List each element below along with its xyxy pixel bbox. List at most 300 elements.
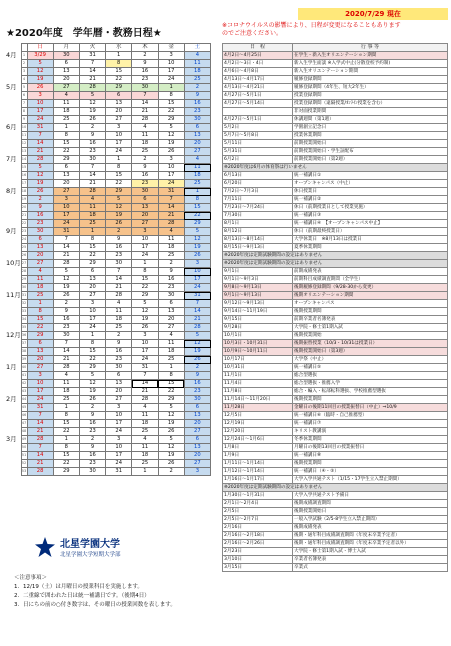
event-date: 5月2日 (223, 124, 293, 132)
event-row (223, 324, 448, 332)
month-label (6, 140, 21, 148)
event-date: 4月2日～4月25日 (223, 52, 293, 60)
calendar-day: 14 (27, 140, 53, 148)
event-row (223, 292, 448, 300)
event-description: 前期授業開始日（第2週） (293, 156, 448, 164)
calendar-day: 31 (79, 52, 105, 60)
event-description: 履修登録期間（4年生、短大2年生） (293, 84, 448, 92)
weekday-header: 火 (79, 44, 105, 52)
event-row (223, 252, 448, 260)
event-row (223, 260, 448, 268)
event-description: 統一補講日⑤ (293, 364, 448, 372)
calendar-day: 14 (106, 276, 132, 284)
calendar-day: 22 (79, 356, 105, 364)
calendar-day: 10 (132, 340, 158, 348)
event-date: 7月23日～7月24日 (223, 204, 293, 212)
weekday-header: 金 (158, 44, 184, 52)
calendar-day: 22 (53, 428, 79, 436)
calendar-day: 3 (184, 260, 210, 268)
event-row (223, 452, 448, 460)
week-number: 52 (21, 460, 27, 468)
calendar-day: 22 (158, 108, 184, 116)
university-logo (34, 532, 204, 562)
calendar-week-row (6, 140, 211, 148)
event-date: 1月11日～1月14日 (223, 460, 293, 468)
calendar-day: 13 (184, 132, 210, 140)
calendar-day: 3 (106, 436, 132, 444)
calendar-day: 6 (53, 60, 79, 68)
event-description: 前期科目成績調査期間（全学生） (293, 276, 448, 284)
calendar-week-row (6, 92, 211, 100)
calendar-day: 5 (27, 60, 53, 68)
calendar-day: 12 (106, 204, 132, 212)
month-label (6, 220, 21, 228)
calendar-day: 28 (132, 116, 158, 124)
event-description: 統一補講日（④・⑤） (293, 468, 448, 476)
calendar-week-row (6, 292, 211, 300)
calendar-day: 6 (53, 164, 79, 172)
event-row (223, 484, 448, 492)
calendar-day: 22 (132, 284, 158, 292)
calendar-day: 13 (53, 68, 79, 76)
calendar-week-row (6, 436, 211, 444)
calendar-day: 22 (79, 252, 105, 260)
event-date: 7月11日 (223, 196, 293, 204)
calendar-day: 19 (53, 284, 79, 292)
month-label (6, 92, 21, 100)
event-date: 4月13日～4月17日 (223, 76, 293, 84)
calendar-day: 18 (184, 68, 210, 76)
calendar-week-row (6, 148, 211, 156)
calendar-day: 21 (132, 388, 158, 396)
calendar-day: 13 (53, 172, 79, 180)
calendar-day: 23 (53, 324, 79, 332)
calendar-day: 13 (184, 412, 210, 420)
event-row (223, 92, 448, 100)
calendar-day: 2 (132, 156, 158, 164)
event-row (223, 460, 448, 468)
calendar-day: 17 (79, 316, 105, 324)
calendar-day: 8 (106, 60, 132, 68)
calendar-day: 25 (132, 148, 158, 156)
calendar-day: 30 (184, 116, 210, 124)
calendar-day: 25 (158, 252, 184, 260)
calendar-day: 6 (106, 92, 132, 100)
calendar-week-row (6, 220, 211, 228)
calendar-day: 26 (132, 324, 158, 332)
calendar-day: 8 (27, 308, 53, 316)
month-label: 5月 (6, 83, 17, 91)
week-number: 48 (21, 428, 27, 436)
calendar-day: 12 (79, 380, 105, 388)
calendar-day: 27 (184, 460, 210, 468)
calendar-week-row (6, 180, 211, 188)
calendar-day: 13 (27, 348, 53, 356)
event-description: 履修登録期間 (293, 76, 448, 84)
event-row (223, 420, 448, 428)
calendar-day: 10 (132, 236, 158, 244)
event-description: 後期成績調査期間 (293, 500, 448, 508)
event-date: 9月14日～11月19日 (223, 308, 293, 316)
calendar-day: 20 (184, 140, 210, 148)
event-description: 総合・編入・転部転科選抜、学校推薦型選抜 (293, 388, 448, 396)
calendar-day: 18 (132, 140, 158, 148)
calendar-day: 1 (132, 260, 158, 268)
event-row (223, 76, 448, 84)
calendar-day: 21 (106, 284, 132, 292)
event-date: 8月15日～9月13日 (223, 244, 293, 252)
calendar-week-row (6, 212, 211, 220)
weekday-header: 木 (132, 44, 158, 52)
month-label (6, 452, 21, 460)
calendar-day: 19 (132, 316, 158, 324)
calendar-day: 8 (132, 268, 158, 276)
calendar-day: 15 (106, 172, 132, 180)
calendar-day: 28 (27, 156, 53, 164)
calendar-day: 29 (184, 220, 210, 228)
event-date: 4月27日～5月1日 (223, 116, 293, 124)
week-number: 51 (21, 452, 27, 460)
month-label: 8月 (6, 187, 17, 195)
calendar-day: 26 (53, 292, 79, 300)
calendar-day: 28 (184, 324, 210, 332)
calendar-day: 25 (79, 220, 105, 228)
calendar-day: 2 (184, 84, 210, 92)
calendar-day: 3 (106, 404, 132, 412)
calendar-day: 13 (132, 204, 158, 212)
month-label (6, 68, 21, 76)
calendar-week-row (6, 460, 211, 468)
calendar-week-row (6, 260, 211, 268)
calendar-day: 23 (184, 108, 210, 116)
week-number: 32 (21, 300, 27, 308)
calendar-day: 29 (27, 332, 53, 340)
event-date: 8月13日～8月14日 (223, 236, 293, 244)
event-date: 6月13日 (223, 172, 293, 180)
month-label (6, 172, 21, 180)
event-description: 冬季休業期間 (293, 436, 448, 444)
event-description: キリスト教講演 (293, 428, 448, 436)
month-label (6, 420, 21, 428)
event-date: 8月12日 (223, 228, 293, 236)
month-label (6, 252, 21, 260)
event-row (223, 348, 448, 356)
event-date: 12月24日～1月6日 (223, 436, 293, 444)
calendar-day: 3 (132, 228, 158, 236)
calendar-day: 19 (106, 212, 132, 220)
calendar-week-row (6, 76, 211, 84)
calendar-day: 3 (158, 52, 184, 60)
event-note: ※2020年度は6月の体育祭は行いません (223, 164, 448, 172)
month-label (6, 196, 21, 204)
calendar-day: 10 (27, 100, 53, 108)
calendar-day: 12 (184, 340, 210, 348)
calendar-week-row (6, 284, 211, 292)
week-number: 46 (21, 412, 27, 420)
calendar-week-row (6, 404, 211, 412)
calendar-day: 14 (184, 308, 210, 316)
calendar-day: 7 (53, 236, 79, 244)
calendar-day: 26 (79, 396, 105, 404)
event-date: 2月16日 (223, 524, 293, 532)
calendar-day: 9 (184, 92, 210, 100)
calendar-day: 15 (53, 140, 79, 148)
calendar-day: 9 (79, 412, 105, 420)
date-column-header: 日 程 (223, 44, 293, 52)
calendar-day: 18 (158, 348, 184, 356)
calendar-day: 25 (53, 396, 79, 404)
calendar-day: 26 (158, 428, 184, 436)
calendar-day: 14 (53, 348, 79, 356)
calendar-day: 14 (79, 68, 105, 76)
calendar-day: 28 (106, 292, 132, 300)
calendar-day: 11 (106, 308, 132, 316)
week-number: 22 (21, 220, 27, 228)
event-date: 4月27日～5月1日 (223, 92, 293, 100)
event-description: 大学入学共通テスト（1/15・17学生立入禁止期間） (293, 476, 448, 484)
event-date: 9月15日 (223, 316, 293, 324)
week-number: 36 (21, 332, 27, 340)
calendar-day: 17 (27, 108, 53, 116)
calendar-day: 21 (79, 180, 105, 188)
calendar-week-row (6, 324, 211, 332)
calendar-day: 16 (106, 348, 132, 356)
event-description: 統一補講日① (293, 172, 448, 180)
calendar-day: 29 (158, 396, 184, 404)
event-row (223, 220, 448, 228)
calendar-day: 1 (106, 52, 132, 60)
calendar-day: 11 (158, 340, 184, 348)
event-description: 学園創立記念日 (293, 124, 448, 132)
event-description: オープンキャンパス（中止） (293, 180, 448, 188)
calendar-day: 21 (27, 148, 53, 156)
week-number: 3 (21, 68, 27, 76)
calendar-day: 20 (106, 388, 132, 396)
calendar-day: 28 (53, 364, 79, 372)
calendar-day: 30 (132, 188, 158, 196)
calendar-day: 12 (158, 412, 184, 420)
calendar-day: 5 (79, 92, 105, 100)
calendar-day: 26 (27, 188, 53, 196)
calendar-day: 11 (158, 236, 184, 244)
calendar-day: 25 (184, 76, 210, 84)
calendar-day: 4 (184, 156, 210, 164)
calendar-day: 12 (184, 236, 210, 244)
calendar-day: 8 (53, 412, 79, 420)
calendar-day: 25 (184, 180, 210, 188)
calendar-day: 20 (184, 420, 210, 428)
month-label (6, 148, 21, 156)
week-number: 30 (21, 284, 27, 292)
event-row (223, 548, 448, 556)
calendar-day: 7 (106, 268, 132, 276)
event-row (223, 236, 448, 244)
calendar-day: 23 (184, 388, 210, 396)
event-row (223, 84, 448, 92)
event-row (223, 388, 448, 396)
event-row (223, 300, 448, 308)
calendar-day: 18 (106, 316, 132, 324)
calendar-week-row (6, 452, 211, 460)
calendar-week-row (6, 468, 211, 476)
calendar-day: 4 (158, 332, 184, 340)
calendar-day: 29 (106, 188, 132, 196)
event-description: 後期・通年科目成績調査期間（年度末卒業予定者） (293, 532, 448, 540)
calendar-week-row (6, 348, 211, 356)
month-label: 6月 (6, 123, 17, 131)
week-number: 34 (21, 316, 27, 324)
calendar-day: 9 (106, 236, 132, 244)
month-label (6, 276, 21, 284)
calendar-day: 19 (79, 388, 105, 396)
event-date: 6月20日 (223, 180, 293, 188)
event-row (223, 444, 448, 452)
calendar-day: 21 (79, 76, 105, 84)
calendar-day: 5 (184, 332, 210, 340)
week-number: 12 (21, 140, 27, 148)
calendar-day: 28 (27, 436, 53, 444)
event-description: 大学休業日 ※8月13日は授業日 (293, 236, 448, 244)
calendar-day: 3 (158, 156, 184, 164)
calendar-week-row (6, 276, 211, 284)
event-description: 前期授業開始日 (293, 140, 448, 148)
calendar-day: 1 (53, 436, 79, 444)
calendar-day: 1 (158, 84, 184, 92)
calendar-day: 9 (158, 268, 184, 276)
calendar-day: 3 (53, 196, 79, 204)
event-date (223, 108, 293, 116)
weekday-header: 月 (53, 44, 79, 52)
calendar-day: 26 (27, 84, 53, 92)
event-row (223, 284, 448, 292)
calendar-week-row (6, 420, 211, 428)
event-date: 3月15日 (223, 564, 293, 572)
week-number: 21 (21, 212, 27, 220)
event-description: 休日授業日 (293, 188, 448, 196)
event-description: 後期授業開始日（第3週） (293, 348, 448, 356)
week-number: 41 (21, 372, 27, 380)
event-date: 6月2日 (223, 156, 293, 164)
week-number: 49 (21, 436, 27, 444)
calendar-day: 2 (79, 124, 105, 132)
calendar-day: 16 (158, 276, 184, 284)
event-row (223, 468, 448, 476)
calendar-day: 4 (106, 300, 132, 308)
calendar-day: 17 (53, 212, 79, 220)
calendar-day: 19 (27, 76, 53, 84)
month-label (6, 324, 21, 332)
month-label (6, 244, 21, 252)
week-number: 35 (21, 324, 27, 332)
event-description: 大学院・修士第1期入試 (293, 324, 448, 332)
calendar-day: 25 (106, 324, 132, 332)
month-label (6, 444, 21, 452)
event-row (223, 532, 448, 540)
calendar-day: 10 (53, 204, 79, 212)
event-date: 10月1日 (223, 332, 293, 340)
calendar-day: 31 (158, 188, 184, 196)
event-row (223, 316, 448, 324)
calendar-day: 24 (132, 356, 158, 364)
event-description: 総合型選抜・推薦入学 (293, 380, 448, 388)
calendar-day: 2 (53, 300, 79, 308)
calendar-day: 5 (158, 436, 184, 444)
calendar-day: 5 (158, 124, 184, 132)
calendar-day: 10 (158, 164, 184, 172)
calendar-day: 14 (158, 204, 184, 212)
calendar-day: 1 (184, 188, 210, 196)
calendar-day: 29 (158, 116, 184, 124)
calendar-day: 5 (158, 404, 184, 412)
event-date: 2月5日～2月7日 (223, 516, 293, 524)
calendar-day: 20 (53, 180, 79, 188)
calendar-day: 11 (132, 444, 158, 452)
week-number: 42 (21, 380, 27, 388)
week-number: 10 (21, 124, 27, 132)
calendar-day: 13 (158, 308, 184, 316)
calendar-day: 8 (158, 372, 184, 380)
month-label (6, 348, 21, 356)
calendar-day: 17 (27, 388, 53, 396)
calendar-week-row (6, 156, 211, 164)
calendar-day: 17 (132, 244, 158, 252)
calendar-day: 8 (53, 444, 79, 452)
event-description: 後期成績発表 (293, 524, 448, 532)
event-row (223, 396, 448, 404)
event-row (223, 156, 448, 164)
weekday-header-row (6, 44, 211, 52)
month-label: 1月 (6, 363, 17, 371)
month-label (6, 300, 21, 308)
calendar-day: 7 (158, 196, 184, 204)
week-number: 4 (21, 76, 27, 84)
calendar-day: 22 (106, 180, 132, 188)
calendar-day: 23 (106, 356, 132, 364)
calendar-week-row (6, 116, 211, 124)
event-description: 前期卒業者名簿発表 (293, 316, 448, 324)
calendar-day: 29 (106, 84, 132, 92)
event-row (223, 100, 448, 108)
calendar-day: 15 (53, 452, 79, 460)
calendar-week-row (6, 364, 211, 372)
month-label: 4月 (6, 51, 17, 59)
calendar-day: 6 (184, 124, 210, 132)
event-description: 統一補講日⑧ (293, 452, 448, 460)
covid-notice: ※コロナウイルスの影響により、日程が変更になることもあります のでご注意ください。 (222, 22, 401, 37)
calendar-day: 10 (79, 308, 105, 316)
calendar-day: 5 (106, 196, 132, 204)
event-description: 後期授業期間 (293, 460, 448, 468)
calendar-day: 26 (184, 356, 210, 364)
calendar-day: 3 (79, 300, 105, 308)
month-label (6, 412, 21, 420)
weekday-header: 日 (27, 44, 53, 52)
calendar-day: 11 (132, 412, 158, 420)
week-number: 40 (21, 364, 27, 372)
calendar-day: 9 (53, 308, 79, 316)
month-label (6, 372, 21, 380)
calendar-week-row (6, 196, 211, 204)
calendar-day: 6 (27, 340, 53, 348)
calendar-day: 30 (79, 156, 105, 164)
calendar-day: 15 (132, 276, 158, 284)
calendar-day: 1 (27, 300, 53, 308)
calendar-day: 26 (106, 220, 132, 228)
university-name: 北星学園大学 (60, 539, 120, 550)
week-number: 11 (21, 132, 27, 140)
calendar-day: 27 (79, 292, 105, 300)
week-number: 9 (21, 116, 27, 124)
